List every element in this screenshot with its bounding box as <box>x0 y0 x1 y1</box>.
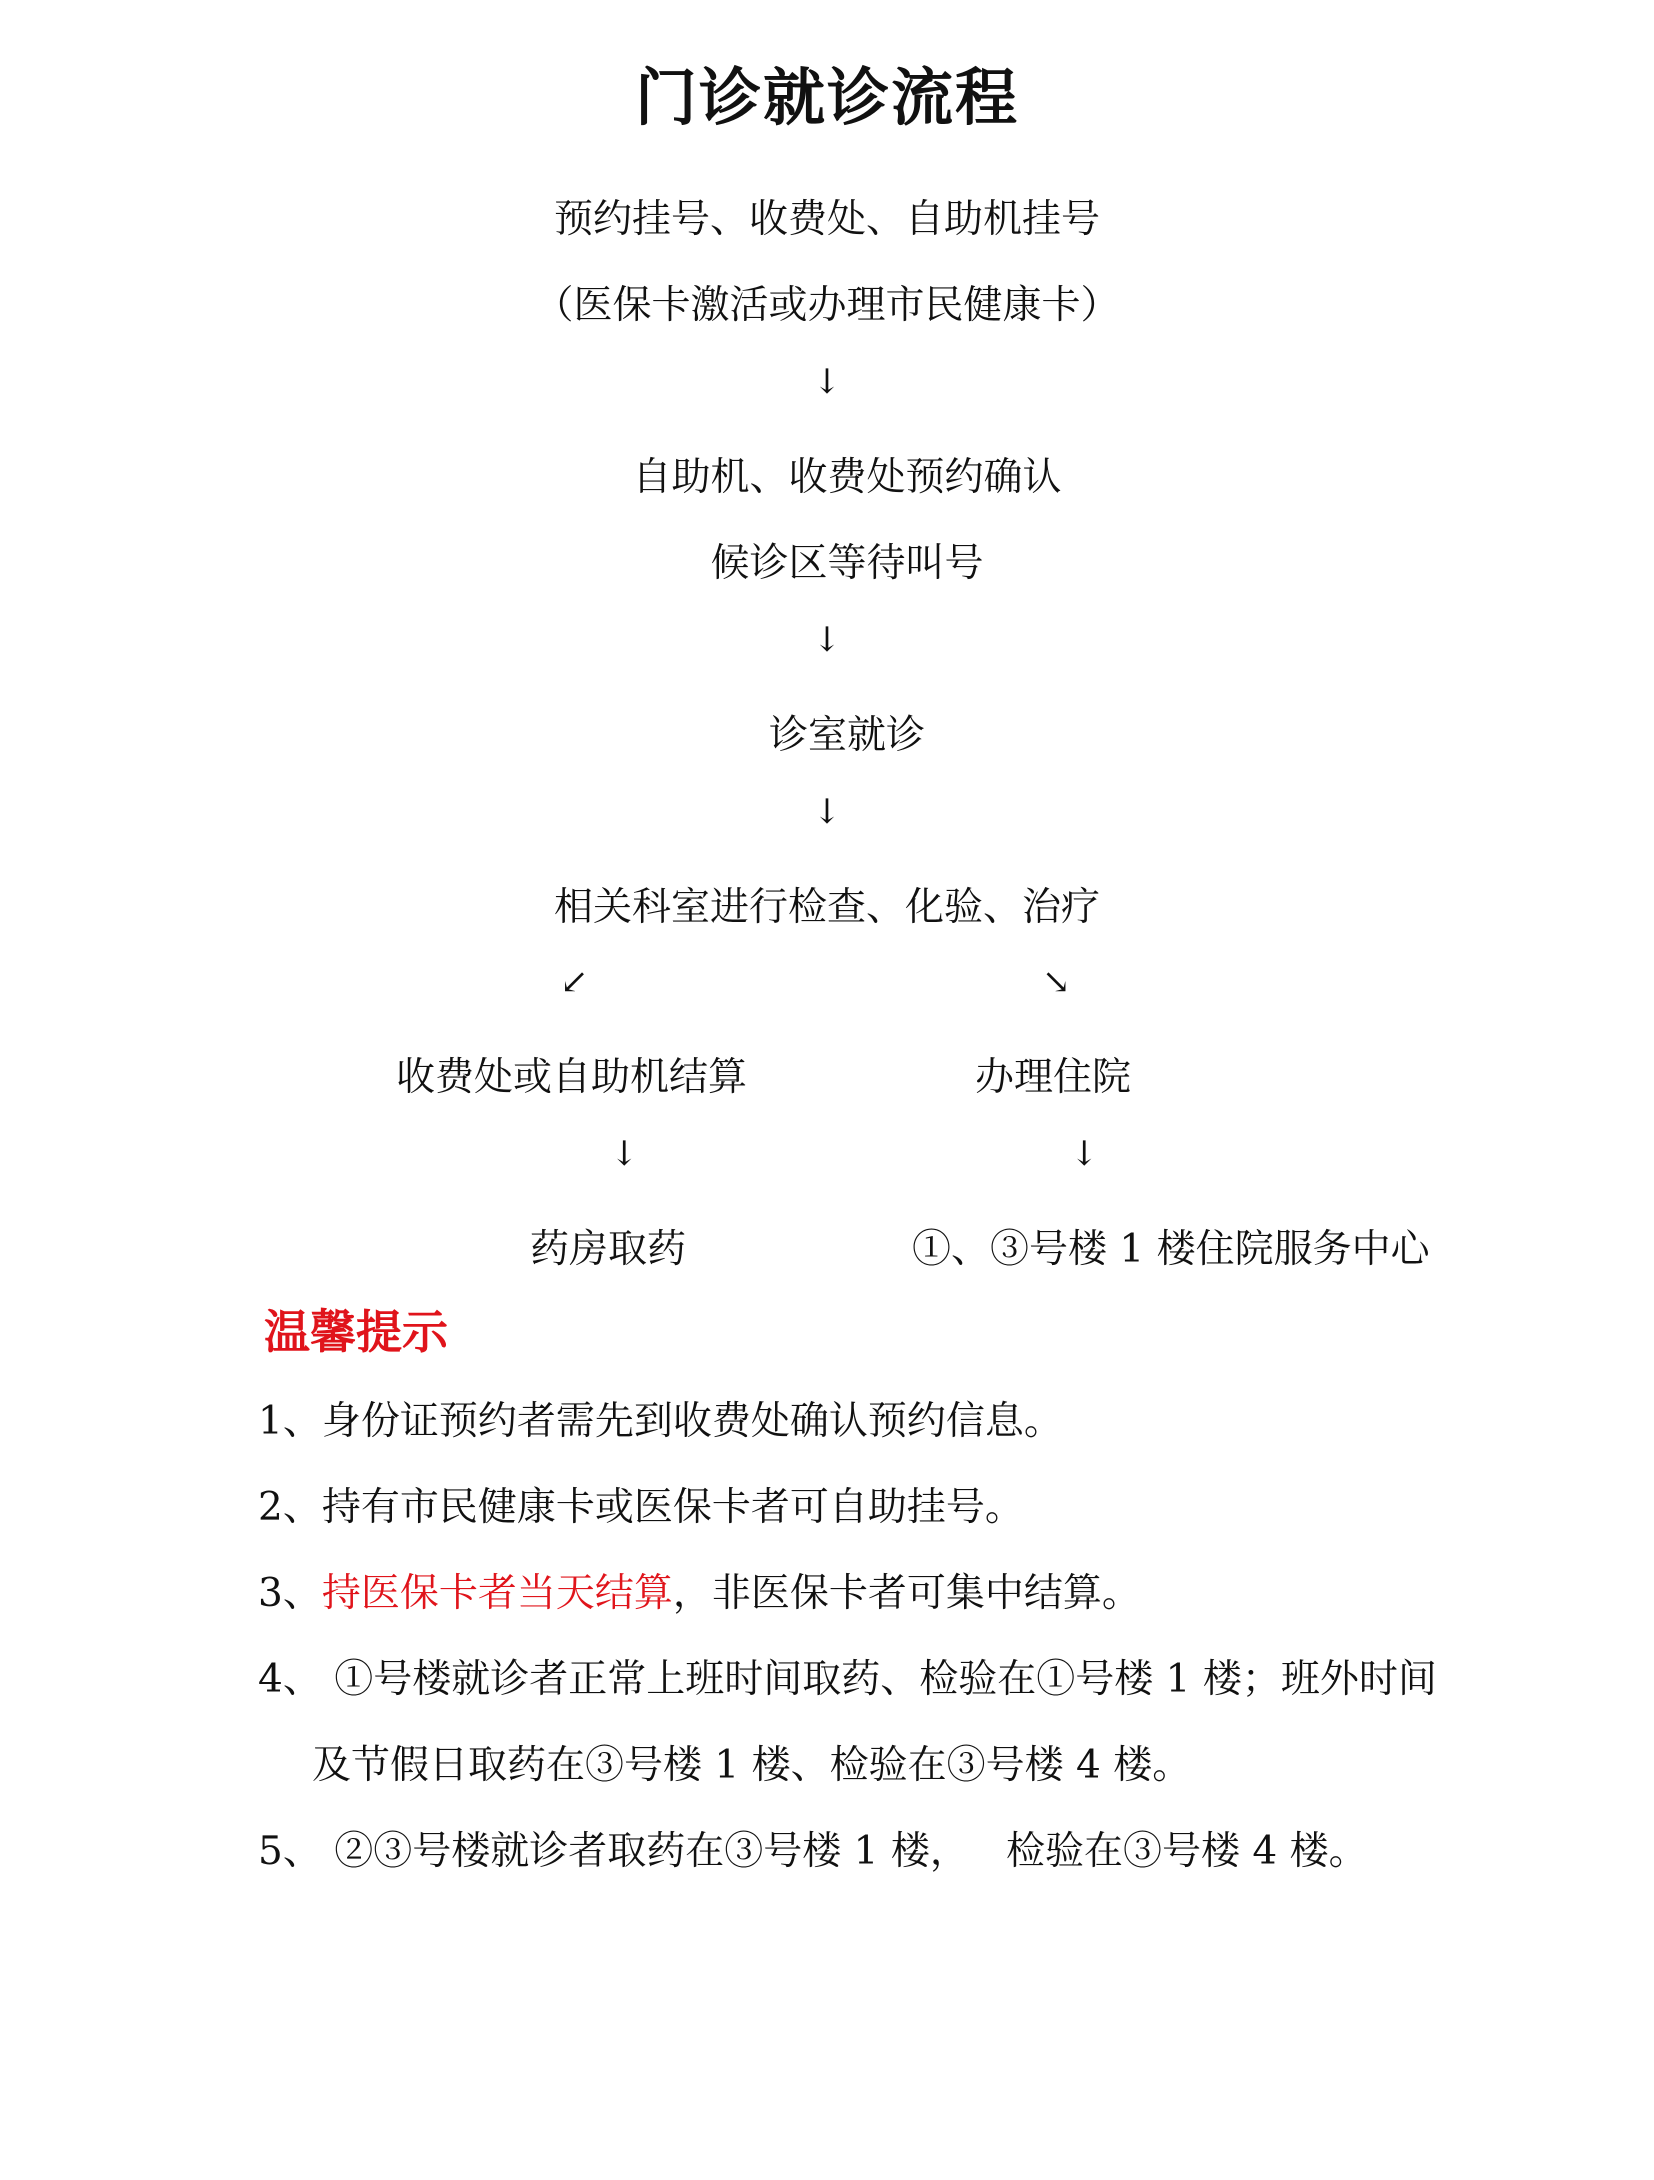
flow-step-confirm: 自助机、收费处预约确认 <box>632 455 1062 500</box>
tip-text: ，非医保卡者可集中结算。 <box>672 1571 1141 1616</box>
tip-item: 5、 ②③号楼就诊者取药在③号楼 1 楼， 检验在③号楼 4 楼。 <box>258 1829 1368 1874</box>
tips-heading: 温馨提示 <box>264 1305 448 1359</box>
tip-item-continued: 及节假日取药在③号楼 1 楼、检验在③号楼 4 楼。 <box>312 1743 1192 1788</box>
tip-highlight: 持医保卡者当天结算 <box>321 1571 673 1616</box>
tip-item <box>258 1562 1141 1618</box>
flow-step-consult: 诊室就诊 <box>768 713 925 758</box>
flow-step-examination: 相关科室进行检查、化验、治疗 <box>553 885 1100 930</box>
tip-item: 2、持有市民健康卡或医保卡者可自助挂号。 <box>258 1485 1024 1530</box>
tip-item: 4、 ①号楼就诊者正常上班时间取药、检验在①号楼 1 楼；班外时间 <box>258 1657 1437 1702</box>
arrow-down-icon: ↓ <box>812 792 842 832</box>
flow-step-hospitalization: 办理住院 <box>975 1055 1132 1100</box>
arrow-down-icon: ↓ <box>812 620 842 660</box>
flow-step-pharmacy: 药房取药 <box>530 1227 687 1272</box>
flow-step-waiting: 候诊区等待叫号 <box>710 541 984 586</box>
flow-step-inpatient-center: ①、③号楼 1 楼住院服务中心 <box>912 1227 1430 1272</box>
tip-number: 3、 <box>258 1571 322 1616</box>
flow-step-register-note: （医保卡激活或办理市民健康卡） <box>534 283 1120 328</box>
flow-step-register: 预约挂号、收费处、自助机挂号 <box>553 197 1100 242</box>
arrow-down-icon: ↓ <box>610 1134 639 1174</box>
arrow-down-icon: ↓ <box>1070 1134 1099 1174</box>
arrow-right-down-icon: ↘ <box>1042 962 1071 1002</box>
arrow-down-icon: ↓ <box>812 362 842 402</box>
tip-item: 1、身份证预约者需先到收费处确认预约信息。 <box>258 1399 1063 1444</box>
page-title: 门诊就诊流程 <box>634 61 1019 134</box>
arrow-left-down-icon: ↙ <box>560 962 589 1002</box>
flow-step-settlement: 收费处或自助机结算 <box>396 1055 748 1100</box>
